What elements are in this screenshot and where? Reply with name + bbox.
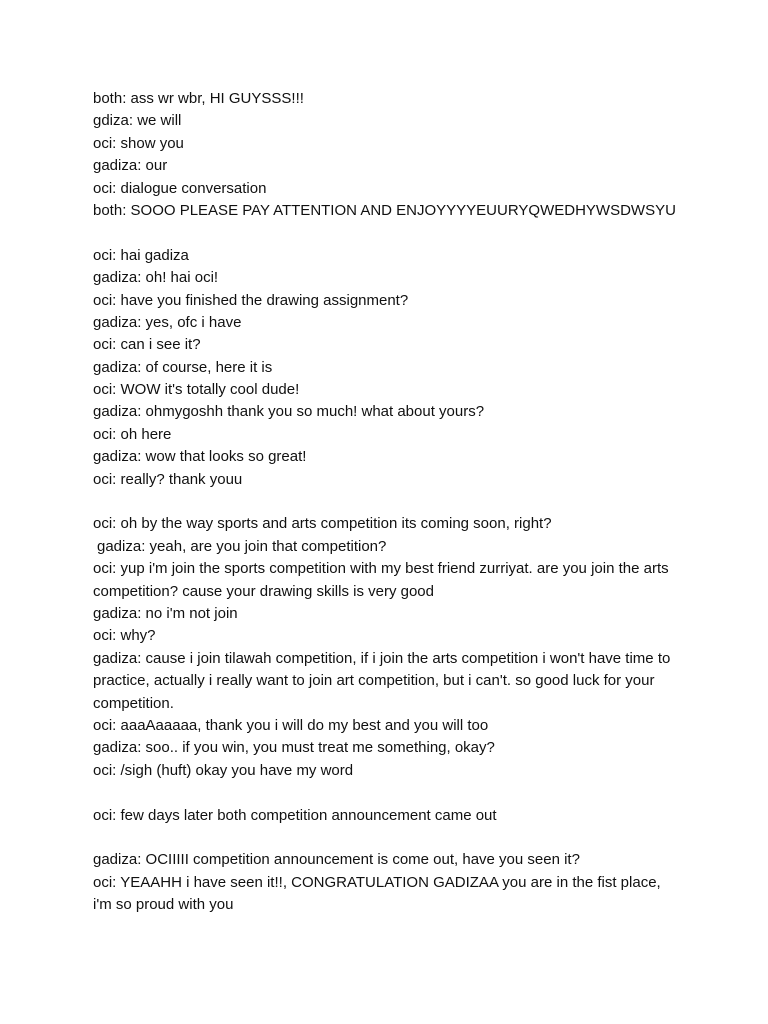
dialogue-line: gadiza: OCIIIII competition announcement is come out, have you seen it?: [93, 851, 580, 869]
dialogue-line: oci: show you: [93, 134, 184, 152]
dialogue-line: oci: why?: [93, 627, 156, 645]
dialogue-text: [93, 88, 683, 917]
dialogue-line: gadiza: our: [93, 157, 168, 175]
dialogue-line: oci: yup i'm join the sports competition with my best friend zurriyat. are you join the arts competition? cause your drawing skills is very good: [93, 560, 669, 600]
dialogue-line: gadiza: oh! hai oci!: [93, 269, 219, 287]
dialogue-line: oci: WOW it's totally cool dude!: [93, 381, 300, 399]
dialogue-line: gadiza: yeah, are you join that competition?: [97, 537, 387, 555]
dialogue-line: oci: aaaAaaaaa, thank you i will do my best and you will too: [93, 717, 489, 735]
dialogue-line: oci: can i see it?: [93, 336, 201, 354]
dialogue-line: oci: dialogue conversation: [93, 179, 267, 197]
paragraph-gap: [93, 491, 683, 513]
dialogue-line: oci: have you finished the drawing assignment?: [93, 291, 409, 309]
paragraph-gap: [93, 827, 683, 849]
dialogue-line: oci: few days later both competition announcement came out: [93, 806, 497, 824]
dialogue-line: gadiza: of course, here it is: [93, 358, 273, 376]
dialogue-line: gadiza: no i'm not join: [93, 605, 238, 623]
paragraph-gap: [93, 222, 683, 244]
dialogue-line: gadiza: wow that looks so great!: [93, 448, 307, 466]
dialogue-line: gadiza: cause i join tilawah competition, if i join the arts competition i won't have time to practice, actually i really want to join art competition, but i can't. so good luck for your competition.: [93, 649, 671, 712]
dialogue-line: oci: oh by the way sports and arts competition its coming soon, right?: [93, 515, 552, 533]
dialogue-line: both: SOOO PLEASE PAY ATTENTION AND ENJOYYYYEUURYQWEDHYWSDWSYU: [93, 201, 676, 219]
dialogue-line: oci: hai gadiza: [93, 246, 189, 264]
dialogue-line: gadiza: soo.. if you win, you must treat me something, okay?: [93, 739, 495, 757]
dialogue-line: oci: YEAAHH i have seen it!!, CONGRATULATION GADIZAA you are in the fist place, i'm so proud with you: [93, 873, 661, 914]
dialogue-line: oci: really? thank youu: [93, 470, 243, 488]
dialogue-line: oci: oh here: [93, 425, 172, 443]
dialogue-line: oci: /sigh (huft) okay you have my word: [93, 761, 354, 779]
dialogue-line: both: ass wr wbr, HI GUYSSS!!!: [93, 90, 304, 107]
dialogue-line: gadiza: yes, ofc i have: [93, 313, 242, 331]
dialogue-line: gdiza: we will: [93, 112, 182, 130]
dialogue-line: gadiza: ohmygoshh thank you so much! what about yours?: [93, 403, 485, 421]
paragraph-gap: [93, 782, 683, 804]
